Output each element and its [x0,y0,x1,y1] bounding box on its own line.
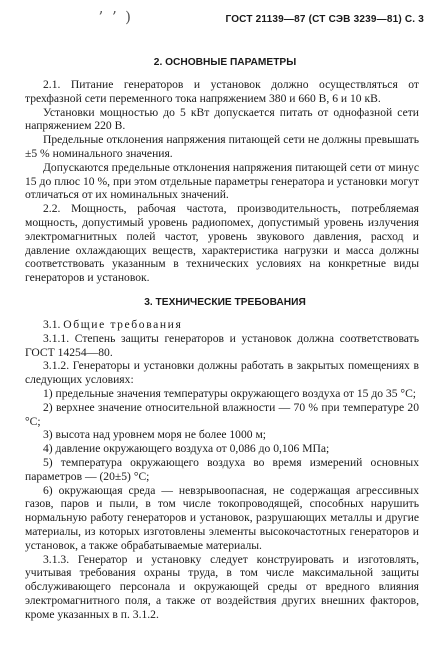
list-item-5-measurement-temperature: 5) температура окружающего воздуха во время измерений основных параметров — (20±5) °C; [25,455,419,483]
paragraph-2-2: 2.2. Мощность, рабочая частота, производительность, потребляемая мощность, допустимый уровень радиопомех, допустимый уровень излучения электромагнитных полей частот, уровень звукового давления, расход и давление охлаждающих веществ, характеристика нагрузки и масса должны соответствовать указанным в технических условиях на конкретные виды генераторов и установок. [25,202,419,285]
subsection-3-1-number: 3.1. [43,317,61,331]
page-header-standard-ref: ГОСТ 21139—87 (СТ СЭВ 3239—81) С. 3 [225,14,424,25]
section-2-title: 2. ОСНОВНЫЕ ПАРАМЕТРЫ [153,57,297,68]
paragraph-2-1: 2.1. Питание генераторов и установок должно осуществляться от трехфазной сети переменного тока напряжением 380 и 660 В, 6 и 10 кВ. [25,78,419,105]
section-3-title: 3. ТЕХНИЧЕСКИЕ ТРЕБОВАНИЯ [144,296,306,308]
paragraph-2-1-single-phase: Установки мощностью до 5 кВт допускается питать от однофазной сети напряжением 220 В. [25,105,419,133]
list-item-4-pressure: 4) давление окружающего воздуха от 0,086 до 0,106 МПа; [43,442,330,456]
paragraph-3-1-2: 3.1.2. Генераторы и установки должны работать в закрытых помещениях в следующих условиях: [25,359,419,387]
paragraph-2-1-allowed-deviation: Допускаются предельные отклонения напряжения питающей сети от минус 15 до плюс 10 %, при этом отдельные параметры генератора и установки могут отличаться от их номинальных значений. [25,160,419,202]
list-item-1-temperature: 1) предельные значения температуры окружающего воздуха от 15 до 35 °C; [43,386,417,400]
corner-handwritten-mark: ʼ ʼ ) [98,8,133,26]
paragraph-3-1-3: 3.1.3. Генератор и установку следует конструировать и изготовлять, учитывая требования охраны труда, в том числе максимальной защиты обслуживающего персонала и окружающей среды от вредного влияния электромагнитного поля, а также от воздействия других внешних факторов, кроме указанных в п. 3.1.2. [25,552,419,621]
document-body [25,56,419,621]
paragraph-2-1-voltage-deviation: Предельные отклонения напряжения питающей сети не должны превышать ±5 % номинального значения. [25,133,419,160]
list-item-3-altitude: 3) высота над уровнем моря не более 1000 м; [43,428,267,442]
subsection-3-1-heading [25,318,419,332]
list-item-2-humidity: 2) верхнее значение относительной влажности — 70 % при температуре 20 °C; [25,400,419,428]
paragraph-3-1-1: 3.1.1. Степень защиты генераторов и установок должна соответствовать ГОСТ 14254—80. [25,331,419,359]
subsection-3-1-title: Общие требования [63,317,183,331]
list-item-6-environment: 6) окружающая среда — невзрывоопасная, не содержащая агрессивных газов, паров и пыли, в том числе токопроводящей, способных нарушить нормальную работу генераторов и установок, разрушающих металлы и другие материалы, из которых изготовлены элементы высокочастотных генераторов и установок, а также обрабатываемые материалы. [25,483,419,552]
